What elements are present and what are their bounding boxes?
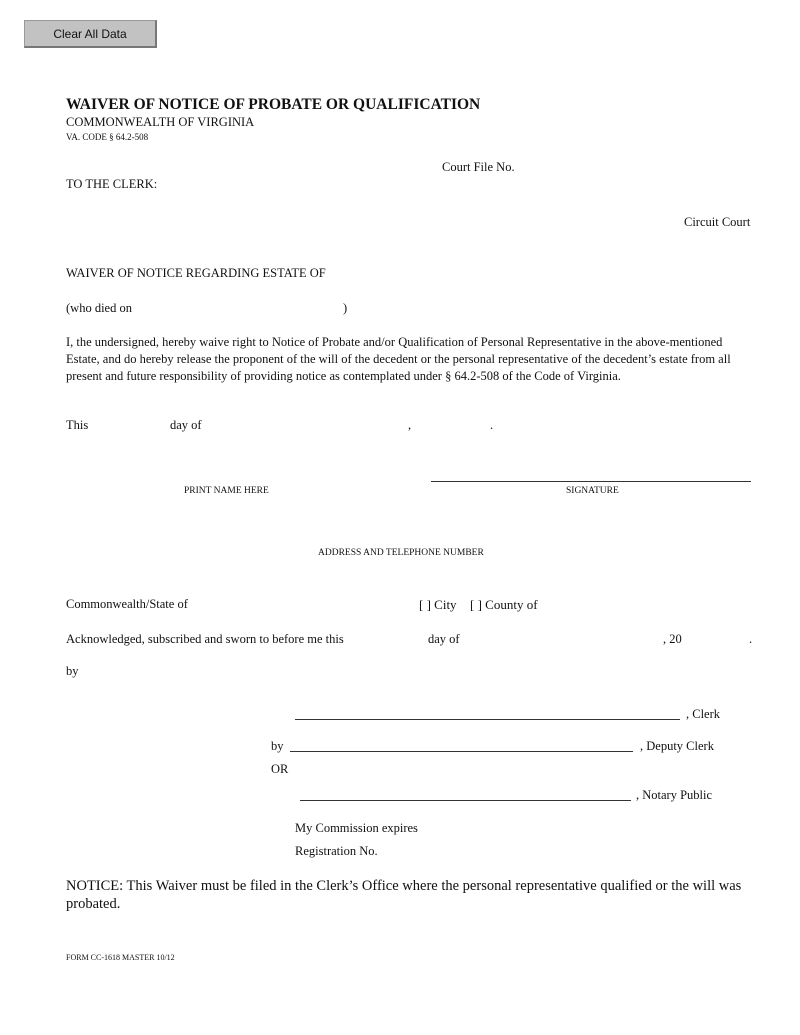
- print-name-input[interactable]: [66, 464, 393, 477]
- court-file-input[interactable]: [522, 158, 752, 171]
- day-of-label: day of: [170, 418, 202, 432]
- form-subtitle: COMMONWEALTH OF VIRGINIA: [66, 115, 255, 129]
- notary-label: , Notary Public: [636, 788, 713, 802]
- to-clerk-label: TO THE CLERK:: [66, 177, 158, 191]
- date-of-death-input[interactable]: [137, 299, 340, 312]
- month-input[interactable]: [206, 416, 406, 429]
- ack-day-input[interactable]: [364, 630, 424, 643]
- address-label: ADDRESS AND TELEPHONE NUMBER: [318, 548, 484, 558]
- estate-of-label: WAIVER OF NOTICE REGARDING ESTATE OF: [66, 266, 326, 280]
- notice-text: NOTICE: This Waiver must be filed in the Clerk’s Office where the personal representative qualified or the will was probated.: [66, 878, 742, 912]
- print-name-label: PRINT NAME HERE: [184, 486, 269, 496]
- by-input[interactable]: [82, 662, 752, 675]
- commonwealth-state-label: Commonwealth/State of: [66, 597, 188, 611]
- estate-name-input[interactable]: [347, 264, 752, 277]
- period: .: [490, 418, 494, 432]
- registration-label: Registration No.: [295, 844, 378, 858]
- signature-line: [431, 481, 751, 482]
- who-died-on-label: (who died on: [66, 301, 132, 315]
- address-phone-input[interactable]: [66, 528, 752, 541]
- county-checkbox[interactable]: [ ] County of: [470, 597, 538, 612]
- by-label: by: [66, 664, 79, 678]
- circuit-court-input[interactable]: [66, 213, 680, 226]
- commission-expires-input[interactable]: [428, 819, 716, 832]
- ack-year-input[interactable]: [693, 630, 747, 643]
- ack-month-input[interactable]: [466, 630, 662, 643]
- state-input[interactable]: [201, 595, 393, 608]
- form-title: WAIVER OF NOTICE OF PROBATE OR QUALIFICATION: [66, 96, 481, 113]
- circuit-court-label: Circuit Court: [684, 215, 751, 229]
- clerk-signature-line: [295, 719, 680, 720]
- deputy-clerk-signature-line: [290, 751, 633, 752]
- deputy-clerk-label: , Deputy Clerk: [640, 739, 714, 753]
- city-checkbox[interactable]: [ ] City: [419, 597, 457, 612]
- county-input[interactable]: [552, 595, 752, 608]
- clerk-label: , Clerk: [686, 707, 721, 721]
- notary-signature-line: [300, 800, 631, 801]
- va-code: VA. CODE § 64.2-508: [66, 132, 149, 142]
- signature-label: SIGNATURE: [566, 486, 619, 496]
- waiver-paragraph: I, the undersigned, hereby waive right to Notice of Probate and/or Qualification of Personal Representative in the above-mentioned Estate, and do hereby release the proponent of the will of the decedent or the personal representative of the decedent’s estate from all present and future responsibility of providing notice as contemplated under § 64.2-508 of the Code of Virginia.: [66, 335, 731, 383]
- this-label: This: [66, 418, 89, 432]
- registration-input[interactable]: [386, 842, 716, 855]
- ack-period: .: [749, 632, 753, 646]
- court-file-label: Court File No.: [442, 160, 515, 174]
- year-input[interactable]: [416, 416, 489, 429]
- form-footer: FORM CC-1618 MASTER 10/12: [66, 953, 175, 962]
- or-label: OR: [271, 762, 289, 776]
- commission-label: My Commission expires: [295, 821, 418, 835]
- day-input[interactable]: [92, 416, 166, 429]
- close-paren: ): [343, 301, 348, 315]
- by-deputy-label: by: [271, 739, 284, 753]
- acknowledged-label: Acknowledged, subscribed and sworn to before me this: [66, 632, 344, 646]
- clear-all-data-button[interactable]: Clear All Data: [24, 20, 157, 48]
- twenty-label: , 20: [663, 632, 682, 646]
- comma: ,: [408, 418, 412, 432]
- ack-day-of-label: day of: [428, 632, 460, 646]
